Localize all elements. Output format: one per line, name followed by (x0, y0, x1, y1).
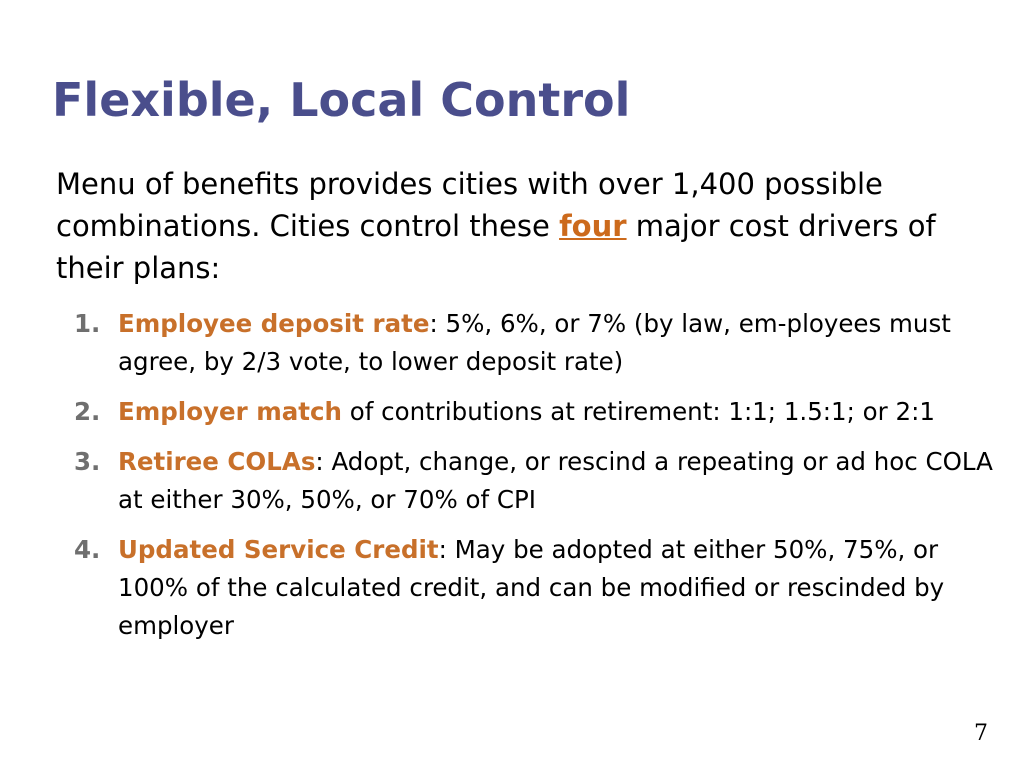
list-item-text: : 5%, 6%, or 7% (by law, em-ployees must agree, by 2/3 vote, to lower deposit rate) (118, 309, 951, 376)
intro-text-before: Menu of benefits provides cities with over 1,400 possible combinations. Cities control these (56, 167, 883, 243)
list-item-term: Employer match (118, 397, 342, 426)
list-item-text: of contributions at retirement: 1:1; 1.5:1; or 2:1 (341, 397, 935, 426)
list-item (74, 305, 994, 381)
list-item (74, 393, 994, 431)
list-item-term: Updated Service Credit (118, 535, 439, 564)
list-item-number: 3. (74, 447, 101, 476)
intro-paragraph (56, 163, 996, 289)
list-item-text: : May be adopted at either 50%, 75%, or 100% of the calculated credit, and can be modified or rescinded by employer (118, 535, 945, 640)
page-number: 7 (974, 721, 988, 746)
list-item-number: 4. (74, 535, 101, 564)
list-item-term: Retiree COLAs (118, 447, 316, 476)
list-item-term: Employee deposit rate (118, 309, 430, 338)
list-item-number: 1. (74, 309, 101, 338)
intro-text-after: major cost drivers of their plans: (56, 209, 936, 285)
list-item-text: : Adopt, change, or rescind a repeating or ad hoc COLA at either 30%, 50%, or 70% of CPI (118, 447, 993, 514)
list-item (74, 531, 994, 645)
intro-emphasis-four: four (559, 209, 627, 243)
slide-title: Flexible, Local Control (52, 73, 631, 127)
list-item-number: 2. (74, 397, 101, 426)
cost-drivers-list (74, 305, 994, 657)
list-item (74, 443, 994, 519)
